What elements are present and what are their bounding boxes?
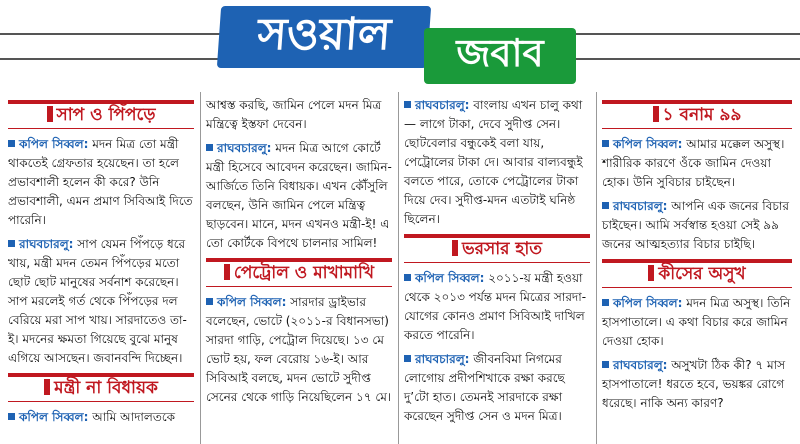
heading-text: ভরসার হাত	[461, 239, 543, 259]
paragraph	[8, 408, 194, 427]
paragraph-text: বাংলায় এখন চালু কথা— লাগে টাকা, দেবে সুদীপ্ত সেন। ছোটবেলার বন্ধুকেই বলা যায়, পেট্রোলের টাকা দে। আবার বাল্যবন্ধুই বলতে পারে, তোকে পেট্রোলের টাকা দিয়ে দেব। সুদীপ্ত-মদন এতটাই ঘনিষ্ঠ ছিলেন।	[404, 98, 583, 226]
section-heading	[602, 100, 792, 129]
paragraph-text: আমি আদালতকে	[88, 410, 176, 424]
bullet-square	[206, 298, 213, 305]
bullet-square	[602, 361, 609, 368]
column-divider	[200, 92, 201, 444]
paragraph-text: অসুখটা ঠিক কী? ৭ মাস হাসপাতালে! ধরতে হবে, ভয়ঙ্কর রোগে ধরেছে। নাকি অন্য কারণ?	[602, 358, 786, 410]
paragraph	[206, 96, 392, 134]
bullet-square	[8, 140, 15, 147]
paragraph-text: ২০১১-য় মন্ত্রী হওয়া থেকে ২০১৩ পর্যন্ত মদন মিত্রের সারদা-যোগের কোনও প্রমাণ সিবিআই দাখিল করতে পারেনি।	[404, 271, 587, 342]
heading-text: ১ বনাম ৯৯	[662, 105, 742, 125]
speaker-name: রাঘবচারলু:	[217, 141, 272, 155]
bullet-square	[602, 202, 609, 209]
paragraph-text: সাপ যেমন পিঁপড়ে ধরে খায়, মন্ত্রী মদন তেমন পিঁপড়ের মতো ছোট ছোট মানুষের সর্বনাশ করেছেন। সাপ মরলেই গর্ত থেকে পিঁপড়ের দল বেরিয়ে মরা সাপ খায়। সারদাতেও তা-ই। মদনের ক্ষমতা গিয়েছে বুঝে মানুষ এগিয়ে আসছেন। জবানবন্দি দিচ্ছেন।	[8, 237, 187, 365]
column-2	[206, 96, 392, 412]
speaker-name: রাঘবচারলু:	[415, 98, 470, 112]
banner-question: সওয়াল	[217, 6, 431, 68]
paragraph-text: জীবনবিমা নিগমের লোগোয় প্রদীপশিখাকে রক্ষা করছে দু’টো হাত। তেমনই সারদাকে রক্ষা করেছেন সুদীপ্ত সেন ও মদন মিত্র।	[404, 352, 565, 423]
section-heading	[8, 373, 194, 402]
paragraph-text: মদন মিত্র অসুস্থ। তিনি হাসপাতালে। এ কথা বিচার করে জামিন দেওয়া হোক।	[602, 296, 791, 348]
paragraph	[404, 350, 590, 426]
heading-marker	[653, 106, 659, 122]
speaker-name: রাঘবচারলু:	[19, 237, 74, 251]
section-heading	[404, 234, 590, 263]
section-heading	[8, 100, 194, 129]
speaker-name: কপিল সিব্বল:	[613, 137, 683, 151]
section-heading	[602, 259, 792, 288]
paragraph	[206, 293, 392, 407]
paragraph	[602, 356, 792, 413]
speaker-name: কপিল সিব্বল:	[217, 295, 287, 309]
speaker-name: রাঘবচারলু:	[613, 358, 668, 372]
heading-marker	[224, 264, 230, 280]
bullet-square	[404, 355, 411, 362]
paragraph-text: মদন মিত্র তো মন্ত্রী থাকতেই গ্রেফতার হয়েছেন। তা হলে প্রভাবশালী হলেন কী করে? উনি প্রভাবশালী, এমন প্রমাণ সিবিআই দিতে পারেনি।	[8, 137, 193, 227]
column-divider	[596, 92, 597, 444]
heading-marker	[47, 106, 53, 122]
paragraph-text: সারদার ড্রাইভার বলেছেন, ভোটে (২০১১-র বিধানসভা) সারদা গাড়ি, পেট্রোল দিয়েছে। ১৩ মে ভোট হয়, ফল বেরোয় ১৬-ই। আর সিবিআই বলছে, মদন ভোটে সুদীপ্ত সেনের থেকে গাড়ি নিয়েছিলেন ১৭ মে।	[206, 295, 392, 404]
bullet-square	[404, 101, 411, 108]
paragraph	[206, 139, 392, 253]
heading-text: পেট্রোল ও মাখামাখি	[233, 263, 375, 283]
speaker-name: রাঘবচারলু:	[415, 352, 470, 366]
column-divider	[398, 92, 399, 444]
paragraph	[404, 269, 590, 345]
bullet-square	[8, 413, 15, 420]
speaker-name: কপিল সিব্বল:	[19, 137, 89, 151]
header	[0, 0, 800, 90]
heading-marker	[452, 240, 458, 256]
heading-marker	[44, 379, 50, 395]
speaker-name: কপিল সিব্বল:	[415, 271, 485, 285]
paragraph-text: মদন মিত্র আগে কোর্টে মন্ত্রী হিসেবে আবেদন করেছেন। জামিন-আর্জিতে তিনি বিধায়ক। এখন কৌঁসুলি বলছেন, উনি জামিন পেলে মন্ত্রিত্ব ছাড়বেন। মানে, মদন এখনও মন্ত্রী-ই! এ তো কোর্টকে বিপথে চালনার সামিল!	[206, 141, 392, 250]
bullet-square	[602, 299, 609, 306]
heading-text: সাপ ও পিঁপড়ে	[56, 105, 156, 125]
column-4	[602, 96, 792, 418]
paragraph	[8, 235, 194, 368]
bullet-square	[602, 140, 609, 147]
speaker-name: কপিল সিব্বল:	[613, 296, 683, 310]
section-heading	[206, 258, 392, 287]
bullet-square	[404, 274, 411, 281]
paragraph-text: আপনি এক জনের বিচার চাইছেন। আমি সর্বস্বান্ত হওয়া সেই ৯৯ জনের আত্মহত্যার বিচার চাইছি।	[602, 199, 789, 251]
paragraph	[404, 96, 590, 229]
heading-marker	[648, 265, 654, 281]
heading-text: মন্ত্রী না বিধায়ক	[54, 378, 158, 398]
paragraph-text: আমার মক্কেল অসুস্থ। শারীরিক কারণে ওঁকে জামিন দেওয়া হোক। উনি সুবিচার চাইছেন।	[602, 137, 785, 189]
column-3	[404, 96, 590, 431]
bullet-square	[206, 144, 213, 151]
bullet-square	[8, 240, 15, 247]
paragraph	[602, 294, 792, 351]
speaker-name: কপিল সিব্বল:	[19, 410, 89, 424]
paragraph	[602, 197, 792, 254]
paragraph-text: আশ্বস্ত করছি, জামিন পেলে মদন মিত্র মন্ত্রিত্বে ইস্তফা দেবেন।	[206, 98, 382, 131]
paragraph	[602, 135, 792, 192]
banner-answer: জবাব	[424, 28, 576, 84]
heading-text: কীসের অসুখ	[658, 264, 746, 284]
paragraph	[8, 135, 194, 230]
column-1	[8, 96, 194, 432]
speaker-name: রাঘবচারলু:	[613, 199, 668, 213]
